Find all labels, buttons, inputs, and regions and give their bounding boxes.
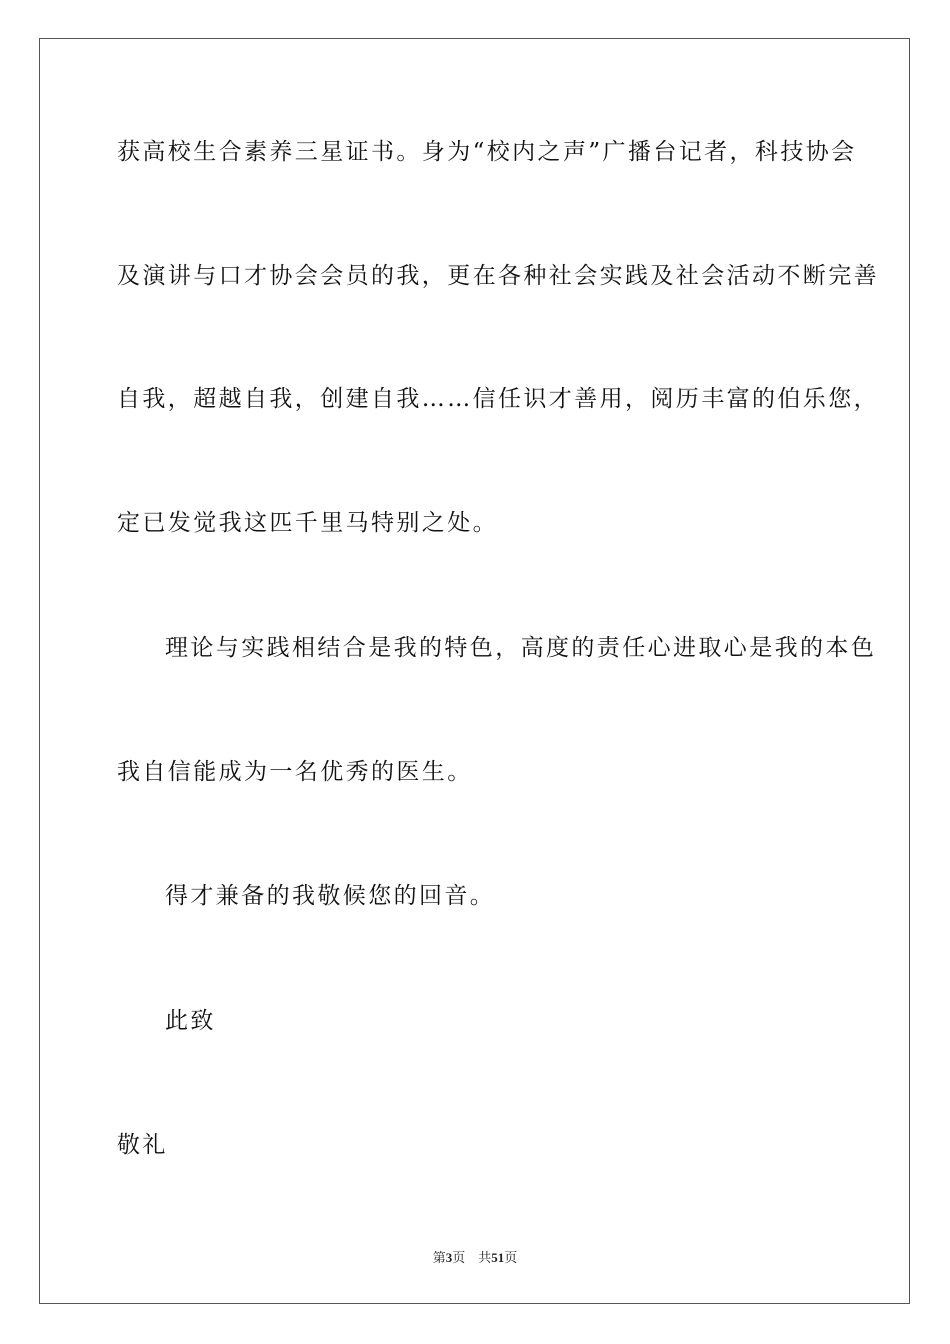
footer-total-suffix: 页 (504, 1250, 518, 1265)
body-text-line: 获高校生合素养三星证书。身为“校内之声”广播台记者，科技协会 (117, 139, 857, 165)
paragraph-start-line: 理论与实践相结合是我的特色，高度的责任心进取心是我的本色 (165, 635, 877, 661)
footer-total-prefix: 共 (478, 1250, 492, 1265)
footer-total-pages: 51 (491, 1250, 505, 1265)
page-border (39, 38, 910, 1304)
body-text-line: 定已发觉我这匹千里马特别之处。 (117, 510, 498, 536)
page-footer (0, 1247, 950, 1266)
footer-current-page: 3 (445, 1250, 453, 1265)
closing-salutation: 此致 (165, 1008, 216, 1034)
body-text-line: 我自信能成为一名优秀的医生。 (117, 759, 473, 785)
body-text-line: 及演讲与口才协会会员的我，更在各种社会实践及社会活动不断完善 (117, 263, 879, 289)
closing-regards: 敬礼 (117, 1132, 168, 1158)
body-text-line: 自我，超越自我，创建自我……信任识才善用，阅历丰富的伯乐您， (117, 386, 879, 412)
paragraph-start-line: 得才兼备的我敬候您的回音。 (165, 883, 496, 909)
footer-page-prefix: 第 (432, 1250, 446, 1265)
footer-page-suffix: 页 (452, 1250, 466, 1265)
